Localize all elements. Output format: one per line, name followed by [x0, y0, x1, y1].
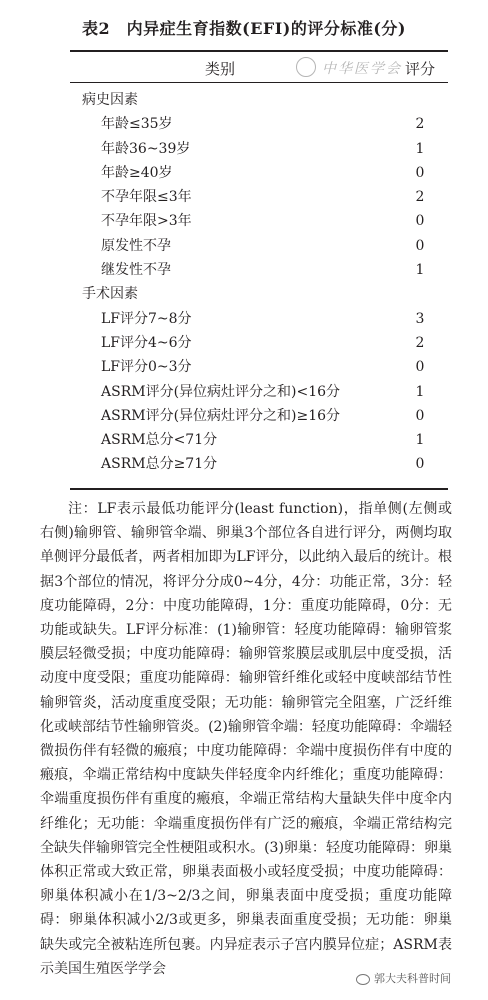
table-header-rule [70, 82, 448, 83]
seal-icon [296, 57, 316, 77]
table-row [0, 307, 488, 331]
table-bottom-rule [70, 488, 448, 490]
header-category: 类别 [204, 60, 235, 78]
row-score: 0 [415, 164, 425, 181]
row-score: 0 [415, 407, 425, 424]
row-score: 0 [415, 237, 425, 254]
watermark-text: 中华医学会 [322, 61, 402, 77]
wechat-icon [356, 974, 370, 985]
row-score: 2 [415, 334, 425, 351]
row-label: 年龄≥40岁 [101, 164, 173, 181]
row-score: 1 [415, 383, 425, 400]
table-row [0, 161, 488, 185]
table-row [0, 185, 488, 209]
row-score: 0 [415, 359, 425, 376]
row-score: 0 [415, 213, 425, 230]
table-row [0, 428, 488, 452]
row-label: 不孕年限≤3年 [101, 189, 192, 206]
table-row [0, 137, 488, 161]
table-note: 注：LF表示最低功能评分(least function)，指单侧(左侧或右侧)输卵管、输卵管伞端、卵巢3个部位各自进行评分，两侧均取单侧评分最低者，两者相加即为LF评分，以此纳入最后的统计。根据3个部位的情况，将评分分成0~4分，4分：功能正常，3分：轻度功能障碍，2分：中度功能障碍，1分：重度功能障碍，0分：无功能或缺失。LF评分标准：(1)输卵管：轻度功能障碍：输卵管浆膜层轻微受损；中度功能障碍：输卵管浆膜层或肌层中度受损，活动度中度受限；重度功能障碍：输卵管纤维化或轻中度峡部结节性输卵管炎，活动度重度受限；无功能：输卵管完全阻塞，广泛纤维化或峡部结节性输卵管炎。(2)输卵管伞端：轻度功能障碍：伞端轻微损伤伴有轻微的瘢痕；中度功能障碍：伞端中度损伤伴有中度的瘢痕，伞端正常结构中度缺失伴轻度伞内纤维化；重度功能障碍：伞端重度损伤伴有重度的瘢痕，伞端正常结构大量缺失伴中度伞内纤维化；无功能：伞端重度损伤伴有广泛的瘢痕，伞端正常结构完全缺失伴输卵管完全性梗阻或积水。(3)卵巢：轻度功能障碍：卵巢体积正常或大致正常，卵巢表面极小或轻度受损；中度功能障碍：卵巢体积减小在1/3~2/3之间，卵巢表面中度受损；重度功能障碍：卵巢体积减小2/3或更多，卵巢表面重度受损；无功能：卵巢缺失或完全被粘连所包裹。内异症表示子宫内膜异位症；ASRM表示美国生殖医学学会 [40, 501, 452, 977]
row-label: 不孕年限>3年 [101, 213, 192, 230]
row-label: LF评分7~8分 [101, 310, 192, 327]
row-score: 2 [415, 189, 425, 206]
category-row [0, 88, 488, 112]
footer-text: 郭大夫科普时间 [374, 972, 451, 985]
header-score: 评分 [404, 60, 435, 78]
row-label: 手术因素 [82, 286, 138, 303]
table-row [0, 209, 488, 233]
table-row [0, 112, 488, 136]
row-score: 1 [415, 140, 425, 157]
footer-credit [356, 970, 451, 986]
category-row [0, 282, 488, 306]
row-label: LF评分4~6分 [101, 334, 192, 351]
table-row [0, 234, 488, 258]
row-score: 2 [415, 116, 425, 133]
row-label: 年龄36~39岁 [101, 140, 191, 157]
row-score: 3 [415, 310, 425, 327]
row-score: 1 [415, 432, 425, 449]
row-label: ASRM总分≥71分 [101, 456, 218, 473]
table-row [0, 380, 488, 404]
table-row [0, 331, 488, 355]
table-row [0, 404, 488, 428]
row-label: 病史因素 [82, 92, 138, 108]
table-body [0, 88, 488, 477]
row-label: 年龄≤35岁 [101, 116, 173, 133]
row-score: 1 [415, 262, 425, 279]
table-top-rule [70, 50, 448, 52]
row-label: ASRM总分<71分 [101, 432, 218, 449]
table-row [0, 452, 488, 476]
row-label: ASRM评分(异位病灶评分之和)≥16分 [101, 407, 341, 424]
table-title: 表2 内异症生育指数(EFI)的评分标准(分) [82, 19, 406, 38]
row-score: 0 [415, 456, 425, 473]
row-label: LF评分0~3分 [101, 359, 192, 376]
row-label: 原发性不孕 [101, 237, 171, 254]
row-label: ASRM评分(异位病灶评分之和)<16分 [101, 383, 341, 400]
row-label: 继发性不孕 [101, 262, 171, 279]
table-row [0, 355, 488, 379]
table-row [0, 258, 488, 282]
